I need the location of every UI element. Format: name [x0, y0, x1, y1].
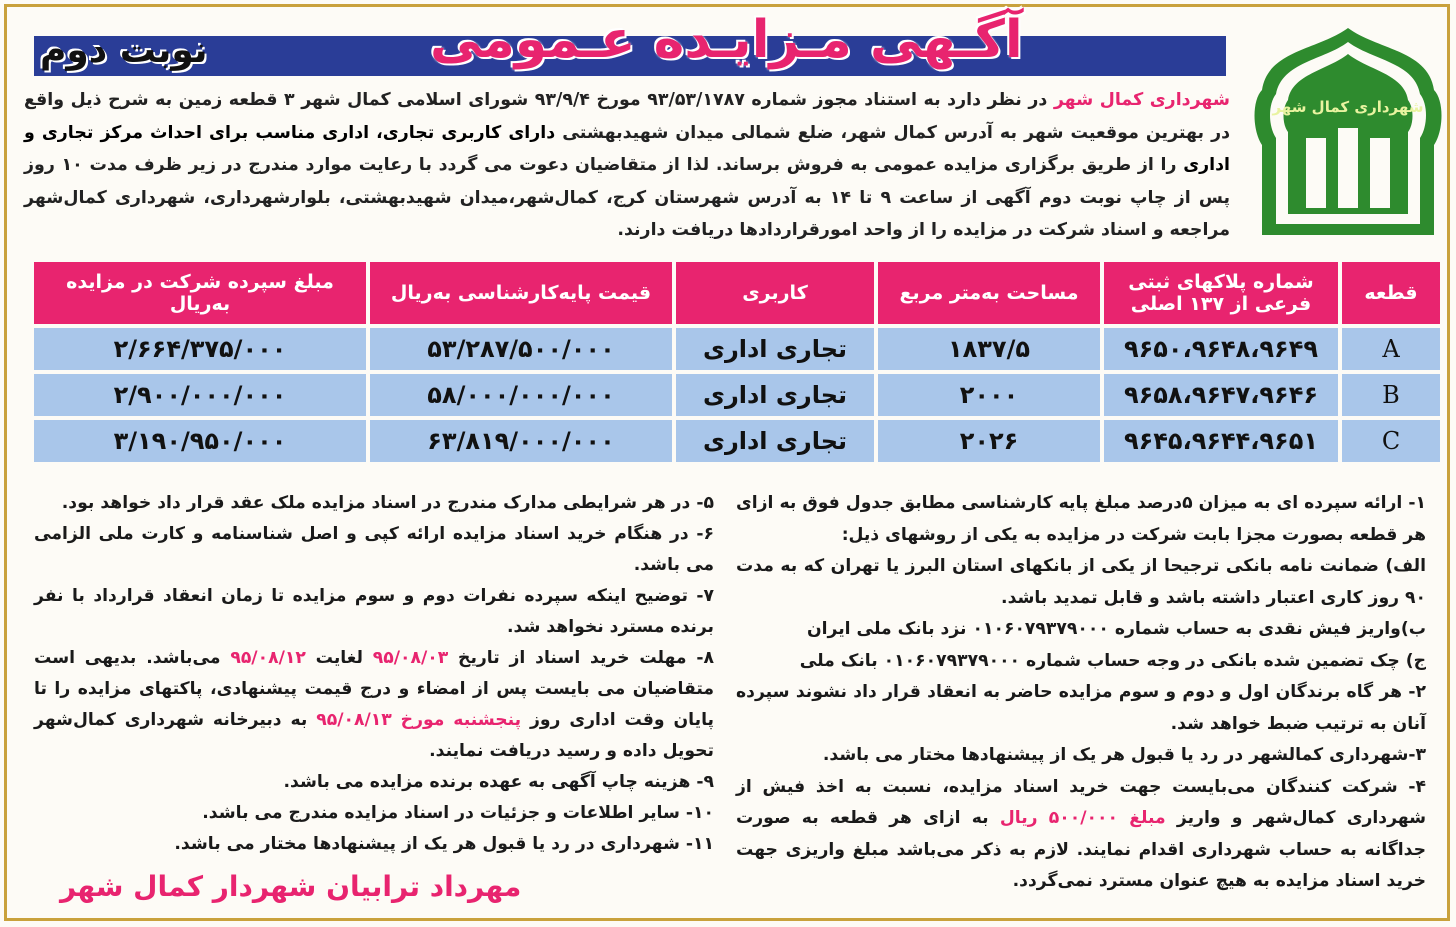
header-base-price: قیمت پایه‌کارشناسی به‌ریال	[370, 262, 672, 324]
condition-4-post: به ازای هر قطعه به صورت جداگانه به حساب شهرداری اقدام نمایند. لازم به ذکر می‌باشد مبلغ واریزی جهت خرید اسناد مزایده به هیچ عنوان مسترد نمی‌گردد.	[736, 808, 1426, 891]
condition-8-date-start: ۹۵/۰۸/۰۳	[372, 648, 449, 668]
table-row	[34, 374, 1440, 416]
cell-base-price: ۶۳/۸۱۹/۰۰۰/۰۰۰	[370, 420, 672, 462]
cell-plot: C	[1342, 420, 1440, 462]
cell-deposit: ۲/۹۰۰/۰۰۰/۰۰۰	[34, 374, 366, 416]
cell-plot: B	[1342, 374, 1440, 416]
condition-10: ۱۰- سایر اطلاعات و جزئیات در اسناد مزایده مندرج می باشد.	[202, 803, 714, 823]
org-name: شهرداری کمال شهر	[1053, 90, 1230, 110]
header-plot: قطعه	[1342, 262, 1440, 324]
condition-4-pre: ۴- شرکت کنندگان می‌بایست جهت خرید اسناد مزایده، نسبت به اخذ فیش از شهرداری کمال‌شهر و واریز	[736, 776, 1427, 828]
cell-usage: تجاری اداری	[676, 328, 874, 370]
condition-2: ۲- هر گاه برندگان اول و دوم و سوم مزایده حاضر به انعقاد قرار داد نشوند سپرده آنان به ترتیب ضبط خواهد شد.	[736, 682, 1426, 734]
condition-3: ۳-شهرداری کمالشهر در رد یا قبول هر یک از پیشنهادها مختار می باشد.	[822, 745, 1426, 765]
cell-base-price: ۵۸/۰۰۰/۰۰۰/۰۰۰	[370, 374, 672, 416]
table-header-row	[34, 262, 1440, 324]
logo-text: شهرداری کمال شهر	[1272, 98, 1424, 116]
condition-1: ۱- ارائه سپرده ای به میزان ۵درصد مبلغ پایه کارشناسی مطابق جدول فوق به ازای هر قطعه بصورت مجزا بابت شرکت در مزایده به یکی از روشهای ذیل:	[736, 493, 1426, 545]
header-usage: کاربری	[676, 262, 874, 324]
condition-8-c: می‌باشد. بدیهی است متقاضیان می بایست پس از امضاء و درج قیمت پیشنهادی، پاکتهای مزایده را تا پایان وقت اداری روز	[34, 648, 714, 730]
cell-area: ۲۰۲۶	[878, 420, 1100, 462]
cell-deposit: ۲/۶۶۴/۳۷۵/۰۰۰	[34, 328, 366, 370]
table-row	[34, 328, 1440, 370]
conditions-left-column	[34, 488, 714, 860]
condition-8-deadline: پنجشنبه مورخ ۹۵/۰۸/۱۳	[316, 710, 522, 730]
cell-plot: A	[1342, 328, 1440, 370]
table-row	[34, 420, 1440, 462]
header-plaques: شماره پلاکهای ثبتی فرعی از ۱۳۷ اصلی	[1104, 262, 1338, 324]
condition-8-date-end: ۹۵/۰۸/۱۲	[230, 648, 306, 668]
condition-8-b: لغایت	[305, 648, 373, 668]
condition-1b: ب)واریز فیش نقدی به حساب شماره ۰۱۰۶۰۷۹۳۷۹۰۰۰ نزد بانک ملی ایران	[806, 619, 1426, 639]
condition-4	[736, 772, 1426, 898]
intro-bold: دارای کاربری تجاری، اداری مناسب برای احداث مرکز تجاری و اداری	[24, 122, 1230, 175]
condition-5: ۵- در هر شرایطی مدارک مندرج در اسناد مزایده ملک عقد قرار داد خواهد بود.	[61, 493, 714, 513]
cell-usage: تجاری اداری	[676, 374, 874, 416]
conditions-right-column	[736, 488, 1426, 898]
cell-deposit: ۳/۱۹۰/۹۵۰/۰۰۰	[34, 420, 366, 462]
condition-6: ۶- در هنگام خرید اسناد مزایده ارائه کپی و اصل شناسنامه و کارت ملی الزامی می باشد.	[34, 524, 714, 575]
intro-text-1: در نظر دارد به استناد مجوز شماره ۹۳/۵۳/۱۷۸۷ مورخ ۹۳/۹/۴ شورای اسلامی کمال شهر ۳ قطعه زمین به شرح ذیل واقع در بهترین موقعیت شهر به آدرس کمال شهر، ضلع شمالی میدان شهیدبهشتی	[24, 90, 1231, 143]
cell-base-price: ۵۳/۲۸۷/۵۰۰/۰۰۰	[370, 328, 672, 370]
condition-7: ۷- توضیح اینکه سپرده نفرات دوم و سوم مزایده تا زمان انعقاد قرارداد با نفر برنده مسترد نخواهد شد.	[34, 586, 714, 637]
condition-8	[34, 643, 714, 767]
header-area: مساحت به‌متر مربع	[878, 262, 1100, 324]
cell-area: ۲۰۰۰	[878, 374, 1100, 416]
condition-1c: ج) چک تضمین شده بانکی در وجه حساب شماره ۰۱۰۶۰۷۹۳۷۹۰۰۰ بانک ملی	[799, 650, 1426, 671]
condition-8-d: به دبیرخانه شهرداری کمال‌شهر تحویل داده و رسید دریافت نمایند.	[34, 710, 714, 761]
mayor-signature: مهرداد ترابیان شهردار کمال شهر	[60, 870, 522, 903]
round-label: نوبت دوم	[40, 30, 208, 71]
cell-usage: تجاری اداری	[676, 420, 874, 462]
intro-text-2: را از طریق برگزاری مزایده عمومی به فروش برساند. لذا از متقاضیان دعوت می گردد با رعایت موارد مندرج در زیر ظرف مدت ۱۰ روز پس از چاپ نوبت دوم آگهی از ساعت ۹ تا ۱۴ به آدرس شهرستان کرج، کمال‌شهر،میدان شهیدبهشتی، بلوارشهرداری، شهرداری کمال‌شهر مراجعه و اسناد شرکت در مزایده را از واحد امورقراردادها دریافت دارند.	[24, 155, 1231, 240]
cell-plaques: ۹۶۵۰،۹۶۴۸،۹۶۴۹	[1104, 328, 1338, 370]
notice-title: آگـهی مـزایـده عـمومی	[430, 10, 1023, 70]
condition-11: ۱۱- شهرداری در رد یا قبول هر یک از پیشنهادها مختار می باشد.	[174, 834, 714, 854]
cell-plaques: ۹۶۴۵،۹۶۴۴،۹۶۵۱	[1104, 420, 1338, 462]
cell-plaques: ۹۶۵۸،۹۶۴۷،۹۶۴۶	[1104, 374, 1338, 416]
condition-4-amount: مبلغ ۵۰۰/۰۰۰ ریال	[999, 808, 1166, 828]
condition-1a: الف) ضمانت نامه بانکی ترجیحا از یکی از بانکهای استان البرز یا تهران که به مدت ۹۰ روز کاری اعتبار داشته باشد و قابل تمدید باشد.	[736, 556, 1426, 608]
header-deposit: مبلغ سپرده شرکت در مزایده به‌ریال	[34, 262, 366, 324]
plots-table	[30, 258, 1444, 466]
municipality-emblem-icon	[1248, 20, 1448, 250]
cell-area: ۱۸۳۷/۵	[878, 328, 1100, 370]
intro-paragraph	[24, 84, 1230, 247]
condition-9: ۹- هزینه چاپ آگهی به عهده برنده مزایده می باشد.	[283, 772, 714, 792]
condition-8-a: ۸- مهلت خرید اسناد از تاریخ	[448, 648, 714, 668]
